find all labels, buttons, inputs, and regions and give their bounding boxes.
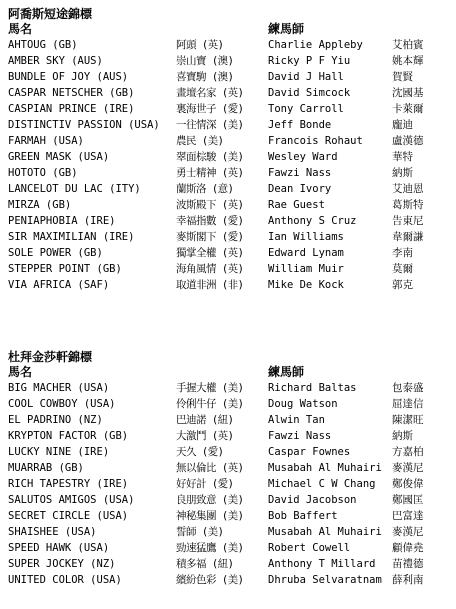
trainer-name: Fawzi Nass	[268, 167, 332, 179]
trainer-name: Musabah Al Muhairi	[268, 462, 382, 474]
table-row	[8, 197, 452, 213]
table-row	[8, 37, 452, 53]
trainer-name: Jeff Bonde	[268, 119, 332, 131]
horse-chinese-name: 畫壇名家 (英)	[176, 87, 244, 99]
horse-name: SUPER JOCKEY (NZ)	[8, 558, 116, 570]
horse-name: SIR MAXIMILIAN (IRE)	[8, 231, 135, 243]
horse-chinese-name: 獨掌全權 (英)	[176, 247, 244, 259]
trainer-name: Ian Williams	[268, 231, 344, 243]
table-row	[8, 133, 452, 149]
horse-chinese-name: 繽紛色彩 (美)	[176, 574, 244, 586]
horse-name: BIG MACHER (USA)	[8, 382, 110, 394]
horse-name: BUNDLE OF JOY (AUS)	[8, 71, 129, 83]
trainer-chinese-name: 鄭俊偉	[392, 478, 424, 490]
trainer-chinese-name: 納斯	[392, 167, 413, 179]
horse-chinese-name: 波斯殿下 (英)	[176, 199, 244, 211]
trainer-name: Ricky P F Yiu	[268, 55, 351, 67]
section-al-quoz-sprint	[8, 7, 452, 293]
table-row	[8, 508, 452, 524]
trainer-chinese-name: 郭克	[392, 279, 413, 291]
trainer-name: Bob Baffert	[268, 510, 338, 522]
horse-chinese-name: 勁速猛鷹 (美)	[176, 542, 244, 554]
trainer-chinese-name: 葛斯特	[392, 199, 424, 211]
table-row	[8, 396, 452, 412]
trainer-name: Richard Baltas	[268, 382, 357, 394]
trainer-name: Robert Cowell	[268, 542, 351, 554]
horse-name: SALUTOS AMIGOS (USA)	[8, 494, 135, 506]
horse-chinese-name: 麥斯閣下 (愛)	[176, 231, 244, 243]
trainer-name: Mike De Kock	[268, 279, 344, 291]
trainer-name: Caspar Fownes	[268, 446, 351, 458]
column-header-horse: 馬名	[8, 22, 33, 36]
table-row	[8, 572, 452, 588]
table-row	[8, 101, 452, 117]
horse-chinese-name: 取道非洲 (非)	[176, 279, 244, 291]
horse-name: MUARRAB (GB)	[8, 462, 84, 474]
trainer-name: Dhruba Selvaratnam	[268, 574, 382, 586]
trainer-name: William Muir	[268, 263, 344, 275]
horse-name: RICH TAPESTRY (IRE)	[8, 478, 129, 490]
horse-name: GREEN MASK (USA)	[8, 151, 110, 163]
trainer-name: Dean Ivory	[268, 183, 332, 195]
horse-chinese-name: 誓師 (美)	[176, 526, 224, 538]
horse-name: CASPAR NETSCHER (GB)	[8, 87, 135, 99]
trainer-name: Francois Rohaut	[268, 135, 363, 147]
trainer-chinese-name: 苗禮德	[392, 558, 424, 570]
trainer-chinese-name: 薛利南	[392, 574, 424, 586]
horse-chinese-name: 良朋致意 (美)	[176, 494, 244, 506]
table-row	[8, 428, 452, 444]
trainer-name: Musabah Al Muhairi	[268, 526, 382, 538]
table-row	[8, 149, 452, 165]
trainer-name: Alwin Tan	[268, 414, 325, 426]
horse-name: SECRET CIRCLE (USA)	[8, 510, 129, 522]
trainer-chinese-name: 韋爾謙	[392, 231, 424, 243]
horse-chinese-name: 神秘集團 (美)	[176, 510, 244, 522]
trainer-chinese-name: 納斯	[392, 430, 413, 442]
table-row	[8, 380, 452, 396]
horse-name: LANCELOT DU LAC (ITY)	[8, 183, 141, 195]
trainer-name: Anthony T Millard	[268, 558, 376, 570]
trainer-name: Michael C W Chang	[268, 478, 376, 490]
horse-chinese-name: 喜寶駒 (澳)	[176, 71, 234, 83]
trainer-chinese-name: 沈國基	[392, 87, 424, 99]
horse-name: LUCKY NINE (IRE)	[8, 446, 110, 458]
horse-name: PENIAPHOBIA (IRE)	[8, 215, 116, 227]
section-title: 杜拜金莎軒錦標	[8, 350, 93, 364]
trainer-chinese-name: 顧偉堯	[392, 542, 424, 554]
trainer-name: Anthony S Cruz	[268, 215, 357, 227]
trainer-name: David J Hall	[268, 71, 344, 83]
table-row	[8, 492, 452, 508]
column-header-row	[8, 22, 452, 37]
trainer-name: Rae Guest	[268, 199, 325, 211]
trainer-chinese-name: 麥漢尼	[392, 462, 424, 474]
table-row	[8, 261, 452, 277]
horse-chinese-name: 伶俐牛仔 (美)	[176, 398, 244, 410]
table-row	[8, 69, 452, 85]
horse-chinese-name: 天久 (愛)	[176, 446, 224, 458]
horse-name: FARMAH (USA)	[8, 135, 84, 147]
trainer-chinese-name: 艾迪恩	[392, 183, 424, 195]
table-row	[8, 181, 452, 197]
table-row	[8, 412, 452, 428]
table-row	[8, 117, 452, 133]
trainer-chinese-name: 卡萊爾	[392, 103, 424, 115]
trainer-name: Doug Watson	[268, 398, 338, 410]
trainer-name: Charlie Appleby	[268, 39, 363, 51]
trainer-name: Wesley Ward	[268, 151, 338, 163]
horse-name: SPEED HAWK (USA)	[8, 542, 110, 554]
horse-chinese-name: 無以倫比 (英)	[176, 462, 244, 474]
trainer-chinese-name: 艾柏賓	[392, 39, 424, 51]
horse-chinese-name: 阿頭 (英)	[176, 39, 224, 51]
horse-chinese-name: 農民 (美)	[176, 135, 224, 147]
table-row	[8, 85, 452, 101]
horse-name: UNITED COLOR (USA)	[8, 574, 122, 586]
table-row	[8, 165, 452, 181]
horse-name: KRYPTON FACTOR (GB)	[8, 430, 129, 442]
table-row	[8, 556, 452, 572]
horse-chinese-name: 大激鬥 (英)	[176, 430, 234, 442]
trainer-chinese-name: 鄭國匡	[392, 494, 424, 506]
trainer-chinese-name: 巴富達	[392, 510, 424, 522]
table-row	[8, 213, 452, 229]
trainer-name: Tony Carroll	[268, 103, 344, 115]
horse-name: VIA AFRICA (SAF)	[8, 279, 110, 291]
trainer-chinese-name: 李南	[392, 247, 413, 259]
trainer-chinese-name: 方嘉柏	[392, 446, 424, 458]
horse-chinese-name: 翠面棕駿 (美)	[176, 151, 244, 163]
horse-name: SOLE POWER (GB)	[8, 247, 103, 259]
trainer-chinese-name: 賀賢	[392, 71, 413, 83]
trainer-name: David Simcock	[268, 87, 351, 99]
horse-chinese-name: 幸福指數 (愛)	[176, 215, 244, 227]
table-row	[8, 540, 452, 556]
trainer-chinese-name: 盧漢德	[392, 135, 424, 147]
table-row	[8, 460, 452, 476]
table-row	[8, 444, 452, 460]
trainer-chinese-name: 華特	[392, 151, 413, 163]
trainer-chinese-name: 姚本輝	[392, 55, 424, 67]
section-dubai-golden-shaheen	[8, 350, 452, 588]
horse-chinese-name: 勇士精神 (英)	[176, 167, 244, 179]
table-row	[8, 229, 452, 245]
column-header-trainer: 練馬師	[268, 22, 305, 36]
horse-chinese-name: 一往情深 (美)	[176, 119, 244, 131]
trainer-name: Fawzi Nass	[268, 430, 332, 442]
horse-name: DISTINCTIV PASSION (USA)	[8, 119, 160, 131]
table-row	[8, 277, 452, 293]
horse-name: STEPPER POINT (GB)	[8, 263, 122, 275]
column-header-horse: 馬名	[8, 365, 33, 379]
trainer-chinese-name: 包泰盛	[392, 382, 424, 394]
horse-chinese-name: 蘭斯洛 (意)	[176, 183, 234, 195]
column-header-row	[8, 365, 452, 380]
horse-chinese-name: 巴迪諾 (紐)	[176, 414, 234, 426]
horse-chinese-name: 手握大權 (美)	[176, 382, 244, 394]
horse-chinese-name: 積多福 (紐)	[176, 558, 234, 570]
trainer-chinese-name: 莫爾	[392, 263, 413, 275]
trainer-chinese-name: 麥漢尼	[392, 526, 424, 538]
horse-name: SHAISHEE (USA)	[8, 526, 97, 538]
horse-name: EL PADRINO (NZ)	[8, 414, 103, 426]
column-header-trainer: 練馬師	[268, 365, 305, 379]
horse-chinese-name: 崇山寶 (澳)	[176, 55, 234, 67]
trainer-name: David Jacobson	[268, 494, 357, 506]
trainer-chinese-name: 告東尼	[392, 215, 424, 227]
horse-chinese-name: 裏海世子 (愛)	[176, 103, 244, 115]
horse-chinese-name: 海角風情 (英)	[176, 263, 244, 275]
horse-name: MIRZA (GB)	[8, 199, 72, 211]
trainer-chinese-name: 陳潔旺	[392, 414, 424, 426]
table-row	[8, 245, 452, 261]
trainer-chinese-name: 龐迪	[392, 119, 413, 131]
horse-name: AMBER SKY (AUS)	[8, 55, 103, 67]
table-row	[8, 53, 452, 69]
horse-name: COOL COWBOY (USA)	[8, 398, 116, 410]
table-row	[8, 524, 452, 540]
section-title: 阿喬斯短途錦標	[8, 7, 93, 21]
trainer-chinese-name: 屈達信	[392, 398, 424, 410]
table-row	[8, 476, 452, 492]
horse-name: CASPIAN PRINCE (IRE)	[8, 103, 135, 115]
horse-chinese-name: 好好計 (愛)	[176, 478, 234, 490]
horse-name: HOTOTO (GB)	[8, 167, 78, 179]
trainer-name: Edward Lynam	[268, 247, 344, 259]
horse-name: AHTOUG (GB)	[8, 39, 78, 51]
